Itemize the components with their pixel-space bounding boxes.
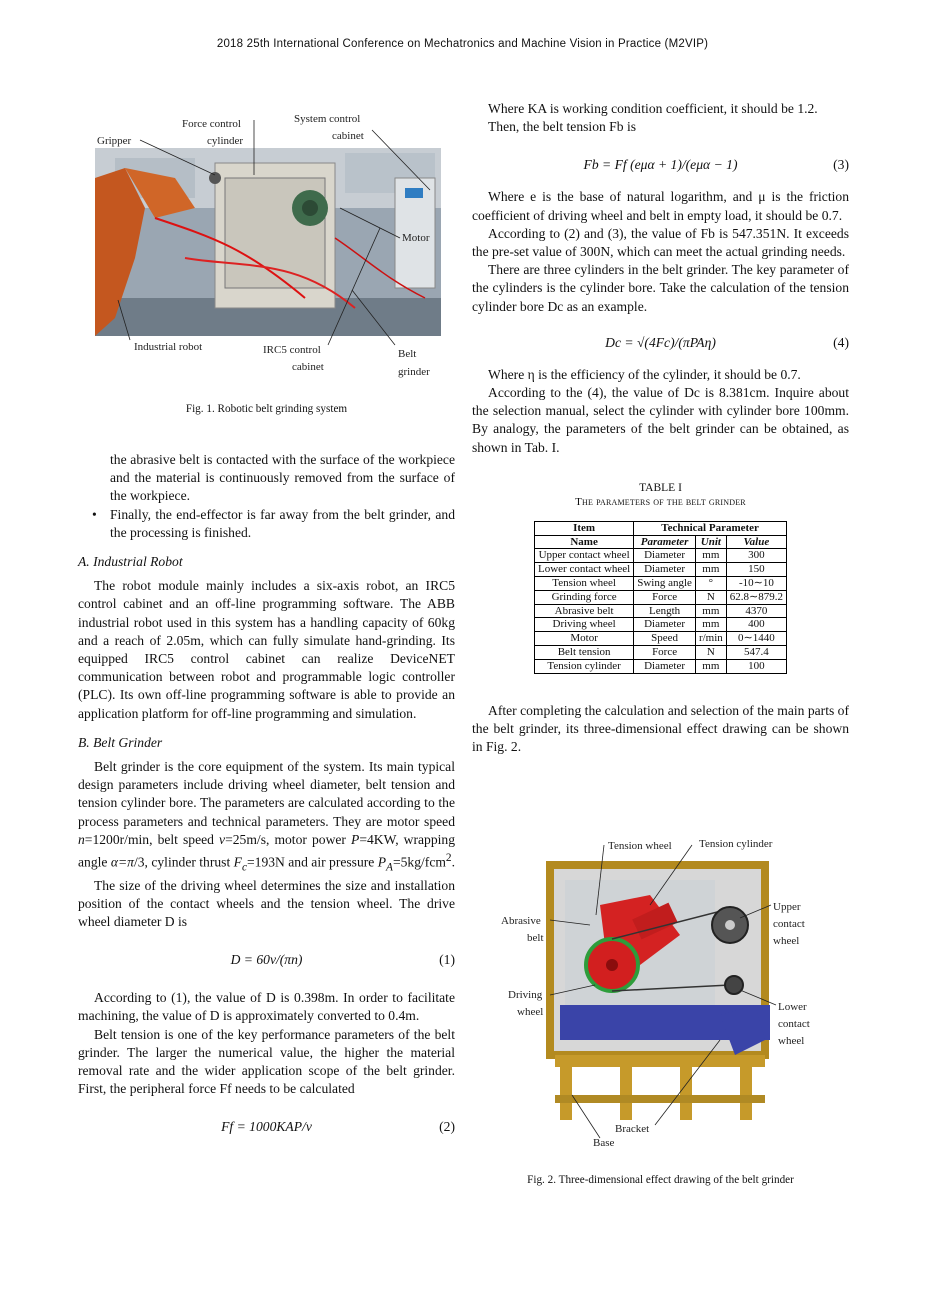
fig1-label-belt-1: Belt bbox=[398, 348, 417, 360]
table-header-unit: Unit bbox=[695, 535, 726, 549]
right-paragraph-5: There are three cylinders in the belt grinder. The key parameter of the cylinders is the cylinder bore. Take the calculation of the tension cylinder bore Dc as an example. bbox=[472, 262, 849, 314]
fig1-label-robot: Industrial robot bbox=[134, 341, 203, 353]
right-paragraph-4: According to (2) and (3), the value of Fb is 547.351N. It exceeds the pre-set value of 300N, which can meet the actual grinding needs. bbox=[472, 225, 849, 260]
fig2-label-lower-1: Lower bbox=[778, 1001, 807, 1013]
fig2-label-driving-1: Driving bbox=[508, 989, 543, 1001]
fig1-label-gripper: Gripper bbox=[97, 135, 132, 147]
fig2-label-upper-1: Upper bbox=[773, 901, 801, 913]
table-row: Abrasive belt Length mm 4370 bbox=[535, 604, 787, 618]
fig2-caption: Fig. 2. Three-dimensional effect drawing of the belt grinder bbox=[527, 1174, 794, 1186]
table-row: Grinding force Force N 62.8∼879.2 bbox=[535, 590, 787, 604]
table-title: TABLE I bbox=[639, 481, 682, 494]
fig2-label-bracket: Bracket bbox=[615, 1123, 650, 1135]
table-header-item: Item bbox=[535, 521, 634, 535]
table-header-param: Parameter bbox=[634, 535, 696, 549]
table-row: Tension cylinder Diameter mm 100 bbox=[535, 659, 787, 673]
fig1-label-motor: Motor bbox=[402, 232, 430, 244]
fig2-label-tension-cylinder: Tension cylinder bbox=[699, 838, 773, 850]
bullet-final: • Finally, the end-effector is far away from the belt grinder, and the processing is finished. bbox=[92, 506, 455, 540]
right-paragraph-1: Where KA is working condition coefficient, it should be 1.2. bbox=[488, 101, 818, 116]
section-b-title: B. Belt Grinder bbox=[78, 734, 163, 750]
table-row: Lower contact wheel Diameter mm 150 bbox=[535, 563, 787, 577]
fig1-label-irc5-1: IRC5 control bbox=[263, 344, 321, 356]
right-paragraph-3: Where e is the base of natural logarithm, and μ is the friction coefficient of driving wheel and belt in empty load, it should be 0.7. bbox=[472, 189, 849, 223]
fig1-label-force-2: cylinder bbox=[207, 135, 244, 147]
section-b-paragraph-1: Belt grinder is the core equipment of the system. Its main typical design parameters include driving wheel diameter, belt tension and tension cylinder bore. The parameters are calculated according to the process parameters and technical parameters. They are motor speed n=1200r/min, belt speed v=25m/s, motor power P=4KW, wrapping angle α=π/3, cylinder thrust $F_c=193N$ and air pressure $P_A=5kg/fcm^2$. bbox=[78, 759, 455, 874]
fig2-label-lower-3: wheel bbox=[778, 1035, 805, 1047]
table-subtitle: The parameters of the belt grinder bbox=[575, 495, 746, 508]
fig2-label-abrasive-1: Abrasive bbox=[501, 915, 541, 927]
right-paragraph-8: After completing the calculation and selection of the main parts of the belt grinder, its three-dimensional effect drawing can be shown in Fig. 2. bbox=[472, 702, 849, 755]
equation-4: Dc = √(4Fc)/(πPAη) (4) bbox=[605, 334, 849, 350]
section-b-paragraph-3: According to (1), the value of D is 0.398m. In order to facilitate machining, the value of D is approximately converted to 0.4m. bbox=[78, 990, 455, 1024]
table-header-name: Name bbox=[535, 535, 634, 549]
fig2-label-lower-2: contact bbox=[778, 1018, 810, 1030]
equation-2: Ff = 1000KAP/v (2) bbox=[221, 1119, 455, 1135]
fig2-label-driving-2: wheel bbox=[517, 1006, 544, 1018]
right-paragraph-2: Then, the belt tension Fb is bbox=[488, 119, 637, 135]
fig1-caption: Fig. 1. Robotic belt grinding system bbox=[185, 403, 348, 415]
table-row: Driving wheel Diameter mm 400 bbox=[535, 618, 787, 632]
fig1-label-belt-2: grinder bbox=[398, 366, 430, 378]
fig1-label-force-1: Force control bbox=[182, 118, 241, 130]
section-a-title: A. Industrial Robot bbox=[78, 554, 183, 570]
right-paragraph-6: Where η is the efficiency of the cylinder, it should be 0.7. bbox=[488, 366, 801, 382]
bullet-continued: the abrasive belt is contacted with the surface of the workpiece and the material is continuously removed from the surface of the workpiece. bbox=[110, 452, 455, 504]
section-b-paragraph-2: The size of the driving wheel determines the size and installation position of the contact wheels and the tension wheel. The drive wheel diameter D is bbox=[78, 877, 455, 929]
right-paragraph-7: According to the (4), the value of Dc is 8.381cm. Inquire about the selection manual, select the cylinder with cylinder bore 100mm. By analogy, the parameters of the belt grinder can be obtained, as shown in Tab. I. bbox=[472, 385, 849, 455]
table-row: Belt tension Force N 547.4 bbox=[535, 646, 787, 660]
section-b-paragraph-4: Belt tension is one of the key performance parameters of the belt grinder. The larger the numerical value, the higher the material removal rate and the wider application scope of the belt grinder. First, the peripheral force Ff needs to be calculated bbox=[78, 1026, 455, 1097]
table-header-tech: Technical Parameter bbox=[634, 521, 787, 535]
fig2-label-upper-2: contact bbox=[773, 918, 805, 930]
fig2-label-abrasive-2: belt bbox=[527, 932, 544, 944]
fig2-label-base: Base bbox=[593, 1137, 615, 1149]
fig1-label-syscab-1: System control bbox=[294, 113, 361, 125]
fig1-label-syscab-2: cabinet bbox=[332, 130, 364, 142]
equation-1: D = 60v/(πn) (1) bbox=[230, 952, 455, 968]
table-row: Tension wheel Swing angle ° -10∼10 bbox=[535, 577, 787, 591]
table-row: Upper contact wheel Diameter mm 300 bbox=[535, 549, 787, 563]
fig2-label-tension-wheel: Tension wheel bbox=[608, 840, 672, 852]
page-header: 2018 25th International Conference on Mechatronics and Machine Vision in Practice (M2VIP) bbox=[216, 38, 709, 50]
fig2-label-upper-3: wheel bbox=[773, 935, 800, 947]
table-header-value: Value bbox=[726, 535, 786, 549]
equation-3: Fb = Ff (eμα + 1)/(eμα − 1) (3) bbox=[583, 157, 849, 173]
section-a-paragraph: The robot module mainly includes a six-axis robot, an IRC5 control cabinet and an off-line programming software. The ABB industrial robot used in this system has a handling capacity of 60kg and a reach of 2.05m, which can fully simulate hand-grinding. Its equipped IRC5 control cabinet can realize DeviceNET communication between robot and programmable logic controller (PLC). Its own off-line programming software is able to provide an application platform for off-line programming and simulation. bbox=[78, 578, 455, 721]
table-row: Motor Speed r/min 0∼1440 bbox=[535, 632, 787, 646]
fig1-label-irc5-2: cabinet bbox=[292, 361, 324, 373]
